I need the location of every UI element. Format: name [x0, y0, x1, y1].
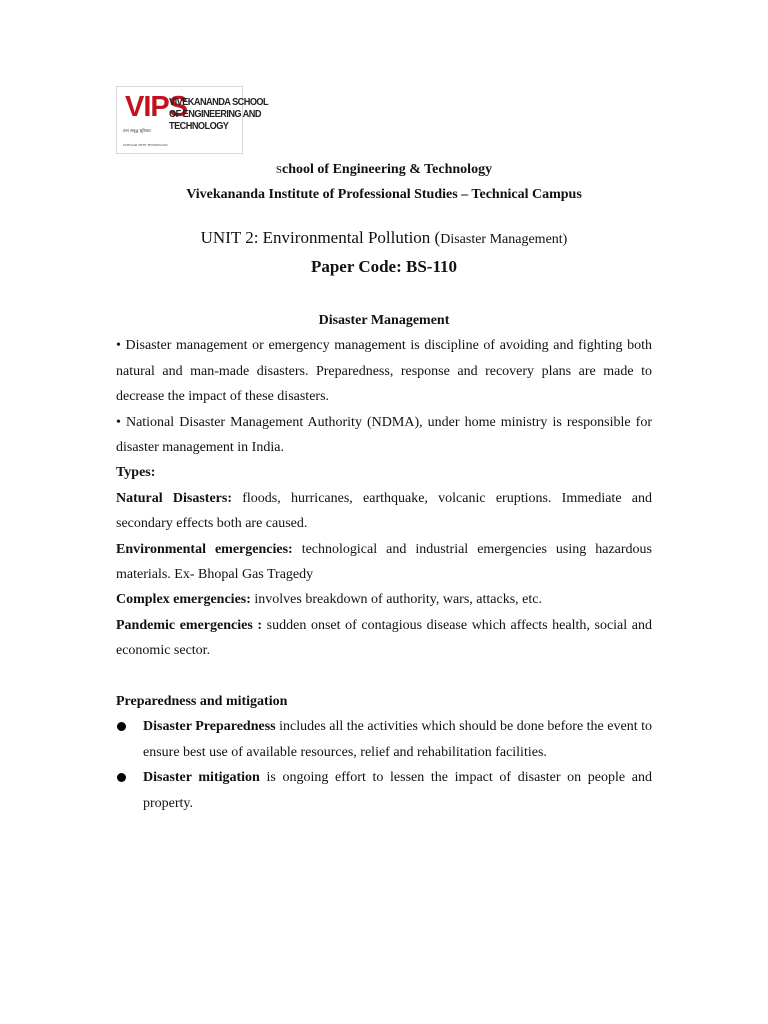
types-heading-text: Types: — [116, 465, 156, 481]
bullet-icon — [117, 773, 126, 782]
type-desc: involves breakdown of authority, wars, attacks, etc. — [250, 592, 542, 608]
school-name-rest: chool of Engineering & Technology — [282, 162, 493, 177]
logo-name-line: TECHNOLOGY — [169, 121, 229, 132]
section-title: Disaster Management — [318, 313, 450, 328]
types-heading — [116, 460, 652, 485]
logo-mark: VIPS — [125, 91, 188, 123]
bullet-list — [116, 714, 652, 816]
type-item — [116, 486, 652, 537]
bullet-desc: includes all the activities which should be done before the event to ensure best use of available resources, relief and rehabilitation facilities. — [143, 719, 652, 760]
logo-subtitle: SCHOLAR WITH TECHNOLOGY — [123, 143, 168, 147]
logo-name-line: OF ENGINEERING AND — [169, 109, 261, 120]
prep-heading-text: Preparedness and mitigation — [116, 694, 288, 710]
bullet-desc: is ongoing effort to lessen the impact of disaster on people and property. — [143, 770, 652, 811]
type-term: Natural Disasters: — [116, 490, 232, 506]
type-item — [116, 613, 652, 664]
type-term: Environmental emergencies: — [116, 541, 293, 557]
prep-heading — [116, 689, 652, 714]
bullet-icon — [117, 722, 126, 731]
logo-name-line: VIVEKANANDA SCHOOL — [169, 97, 269, 108]
logo-tagline: ज्ञान समृद्ध सुविचार — [123, 128, 151, 133]
unit-title-main: UNIT 2: Environmental Pollution ( — [200, 228, 441, 247]
institution-logo — [116, 86, 269, 154]
paragraph: • National Disaster Management Authority (NDMA), under home ministry is responsible for disaster management in India. — [116, 414, 652, 456]
paper-code: Paper Code: BS-110 — [310, 257, 458, 276]
school-name-initial: S — [275, 164, 283, 176]
paragraph: • Disaster management or emergency management is discipline of avoiding and fighting both natural and man-made disasters. Preparedness, response and recovery plans are made to decrease the impact of these disasters. — [116, 338, 652, 405]
unit-title-sub: Disaster Management) — [440, 232, 568, 247]
type-item — [116, 537, 652, 588]
bullet-term: Disaster mitigation — [143, 770, 260, 786]
list-item — [116, 714, 652, 765]
type-desc: floods, hurricanes, earthquake, volcanic eruptions. Immediate and secondary effects both are caused. — [116, 490, 652, 532]
logo-name — [169, 97, 269, 133]
bullet-term: Disaster Preparedness — [143, 719, 276, 735]
type-item — [116, 587, 652, 612]
unit-title — [0, 228, 768, 248]
list-item — [116, 765, 652, 816]
type-desc: sudden onset of contagious disease which affects health, social and economic sector. — [116, 617, 652, 659]
school-name — [0, 162, 768, 178]
spacer — [116, 664, 652, 689]
type-term: Pandemic emergencies : — [116, 617, 263, 633]
type-desc: technological and industrial emergencies using hazardous materials. Ex- Bhopal Gas Tragedy — [116, 541, 652, 583]
type-term: Complex emergencies: — [116, 592, 251, 608]
institute-name: Vivekananda Institute of Professional Studies – Technical Campus — [186, 187, 582, 202]
document-body — [116, 308, 652, 816]
